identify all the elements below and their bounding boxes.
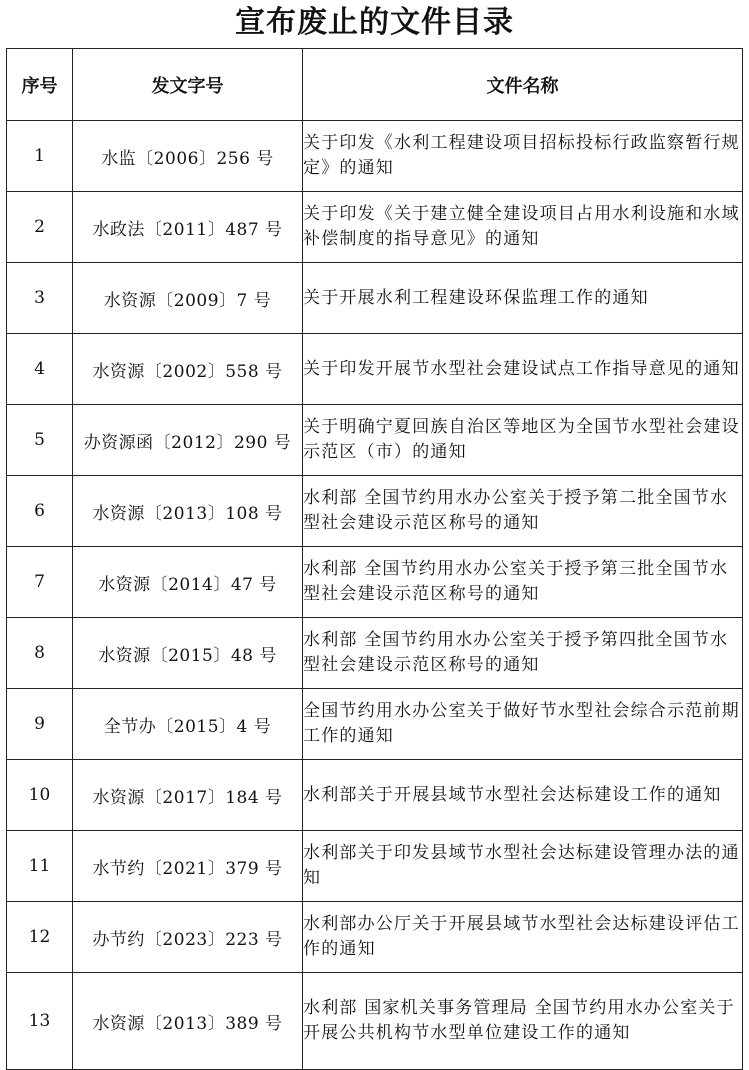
row-doc-number: 全节办〔2015〕4 号	[73, 689, 303, 760]
row-no: 1	[7, 121, 73, 192]
row-no: 8	[7, 618, 73, 689]
row-no: 6	[7, 476, 73, 547]
row-doc-number: 水资源〔2013〕108 号	[73, 476, 303, 547]
row-doc-name: 水利部 全国节约用水办公室关于授予第三批全国节水型社会建设示范区称号的通知	[303, 547, 743, 618]
row-doc-name: 全国节约用水办公室关于做好节水型社会综合示范前期工作的通知	[303, 689, 743, 760]
row-doc-name: 水利部 全国节约用水办公室关于授予第四批全国节水型社会建设示范区称号的通知	[303, 618, 743, 689]
row-doc-name: 水利部关于开展县域节水型社会达标建设工作的通知	[303, 760, 743, 831]
row-doc-number: 水资源〔2009〕7 号	[73, 263, 303, 334]
row-doc-name: 关于开展水利工程建设环保监理工作的通知	[303, 263, 743, 334]
table-header-row	[7, 49, 743, 121]
row-no: 4	[7, 334, 73, 405]
table-row	[7, 334, 743, 405]
row-doc-name: 关于印发《水利工程建设项目招标投标行政监察暂行规定》的通知	[303, 121, 743, 192]
row-no: 9	[7, 689, 73, 760]
table-row	[7, 192, 743, 263]
row-doc-number: 水资源〔2017〕184 号	[73, 760, 303, 831]
table-row	[7, 902, 743, 973]
table-row	[7, 121, 743, 192]
row-no: 10	[7, 760, 73, 831]
row-doc-number: 水资源〔2014〕47 号	[73, 547, 303, 618]
table-row	[7, 973, 743, 1070]
table-row	[7, 831, 743, 902]
row-no: 13	[7, 973, 73, 1070]
row-doc-number: 办资源函〔2012〕290 号	[73, 405, 303, 476]
table-row	[7, 760, 743, 831]
row-doc-number: 水资源〔2015〕48 号	[73, 618, 303, 689]
row-doc-name: 水利部 国家机关事务管理局 全国节约用水办公室关于开展公共机构节水型单位建设工作的通知	[303, 973, 743, 1070]
document-table	[6, 48, 743, 1070]
row-doc-name: 水利部关于印发县域节水型社会达标建设管理办法的通知	[303, 831, 743, 902]
row-no: 12	[7, 902, 73, 973]
row-no: 11	[7, 831, 73, 902]
row-no: 3	[7, 263, 73, 334]
row-doc-number: 水监〔2006〕256 号	[73, 121, 303, 192]
row-no: 2	[7, 192, 73, 263]
row-doc-name: 水利部办公厅关于开展县域节水型社会达标建设评估工作的通知	[303, 902, 743, 973]
header-doc-name: 文件名称	[303, 49, 743, 121]
row-doc-number: 水政法〔2011〕487 号	[73, 192, 303, 263]
table-row	[7, 618, 743, 689]
row-doc-number: 水资源〔2002〕558 号	[73, 334, 303, 405]
table-row	[7, 263, 743, 334]
header-no: 序号	[7, 49, 73, 121]
table-row	[7, 476, 743, 547]
row-doc-name: 关于印发《关于建立健全建设项目占用水利设施和水域补偿制度的指导意见》的通知	[303, 192, 743, 263]
row-doc-name: 水利部 全国节约用水办公室关于授予第二批全国节水型社会建设示范区称号的通知	[303, 476, 743, 547]
row-doc-number: 水资源〔2013〕389 号	[73, 973, 303, 1070]
row-doc-name: 关于印发开展节水型社会建设试点工作指导意见的通知	[303, 334, 743, 405]
table-row	[7, 547, 743, 618]
header-doc-number: 发文字号	[73, 49, 303, 121]
row-no: 7	[7, 547, 73, 618]
row-no: 5	[7, 405, 73, 476]
table-row	[7, 689, 743, 760]
row-doc-number: 办节约〔2023〕223 号	[73, 902, 303, 973]
row-doc-name: 关于明确宁夏回族自治区等地区为全国节水型社会建设示范区（市）的通知	[303, 405, 743, 476]
table-row	[7, 405, 743, 476]
page-title: 宣布废止的文件目录	[235, 5, 514, 40]
row-doc-number: 水节约〔2021〕379 号	[73, 831, 303, 902]
